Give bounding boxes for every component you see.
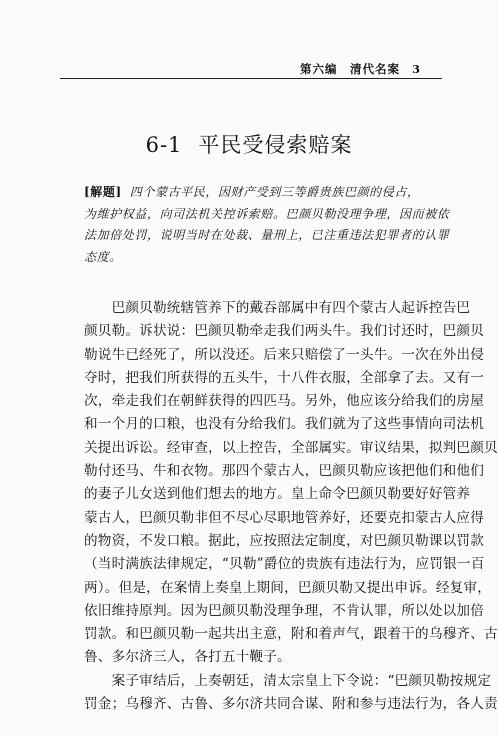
abstract-line: 态度。 [84, 249, 122, 264]
body-line: （当时满族法律规定，“贝勒”爵位的贵族有违法行为，应罚银一百 [84, 556, 485, 573]
body-line: 鲁、多尔济三人，各打五十鞭子。 [84, 649, 291, 666]
body-line: 关提出诉讼。经审查，以上控告，全部属实。审议结果，拟判巴颜贝 [84, 439, 498, 456]
body-line: 依旧维持原判。因为巴颜贝勒没理争理，不肯认罪，所以处以加倍 [84, 602, 485, 619]
page-number: 3 [412, 62, 422, 76]
body-line: 的妻子儿女送到他们想去的地方。皇上命令巴颜贝勒要好好管养 [84, 486, 471, 503]
section-number: 6-1 [145, 133, 183, 157]
body-line: 颜贝勒。诉状说：巴颜贝勒牵走我们两头牛。我们讨还时，巴颜贝 [84, 323, 485, 340]
body-line: 勒付还马、牛和衣物。那四个蒙古人，巴颜贝勒应该把他们和他们 [84, 463, 485, 480]
body-line: 巴颜贝勒统辖管养下的戴吞部属中有四个蒙古人起诉控告巴 [84, 300, 471, 316]
body-text [84, 297, 498, 716]
body-line: 两）。但是，在案情上奏皇上期间，巴颜贝勒又提出申诉。经复审， [84, 579, 492, 596]
body-line: 次，牵走我们在朝鲜获得的四匹马。另外，他应该分给我们的房屋 [84, 393, 485, 410]
section-title-text: 平民受侵索赔案 [198, 133, 353, 157]
body-line: 的物资，不发口粮。据此，应按照法定制度，对巴颜贝勒课以罚款 [84, 532, 485, 549]
abstract-line [84, 182, 438, 204]
abstract-tag: [解题] [84, 185, 122, 199]
abstract-block [84, 182, 450, 268]
header-rule [60, 78, 442, 79]
section-title [0, 129, 498, 159]
running-header [300, 61, 440, 77]
body-line: 案子审结后，上奏朝廷，清太宗皇上下令说：“巴颜贝勒按规定 [84, 672, 492, 689]
body-line: 夺时，把我们所获得的五头牛，十八件衣服，全部拿了去。又有一 [84, 369, 485, 386]
body-line: 罚款。和巴颜贝勒一起共出主意，附和着声气，跟着干的乌穆齐、古 [84, 626, 498, 643]
body-line: 勒说牛已经死了，所以没还。后来只赔偿了一头牛。一次在外出侵 [84, 346, 485, 363]
abstract-line: 法加倍处罚，说明当时在处裁、量刑上，已注重违法犯罪者的认罪 [84, 228, 450, 243]
abstract-line-text: 四个蒙古平民，因财产受到三等爵贵族巴颜的侵占， [129, 185, 420, 199]
body-line: 罚金；乌穆齐、古鲁、多尔济共同合谋、附和参与违法行为，各人责 [84, 696, 498, 713]
body-line: 蒙古人，巴颜贝勒非但不尽心尽职地管养好，还要克扣蒙古人应得 [84, 509, 485, 526]
abstract-line: 为维护权益，向司法机关控诉索赔。巴颜贝勒没理争理，因而被依 [84, 206, 450, 221]
body-line: 和一个月的口粮，也没有分给我们。我们就为了这些事情向司法机 [84, 416, 485, 433]
running-title: 第六编 清代名案 [300, 62, 400, 76]
